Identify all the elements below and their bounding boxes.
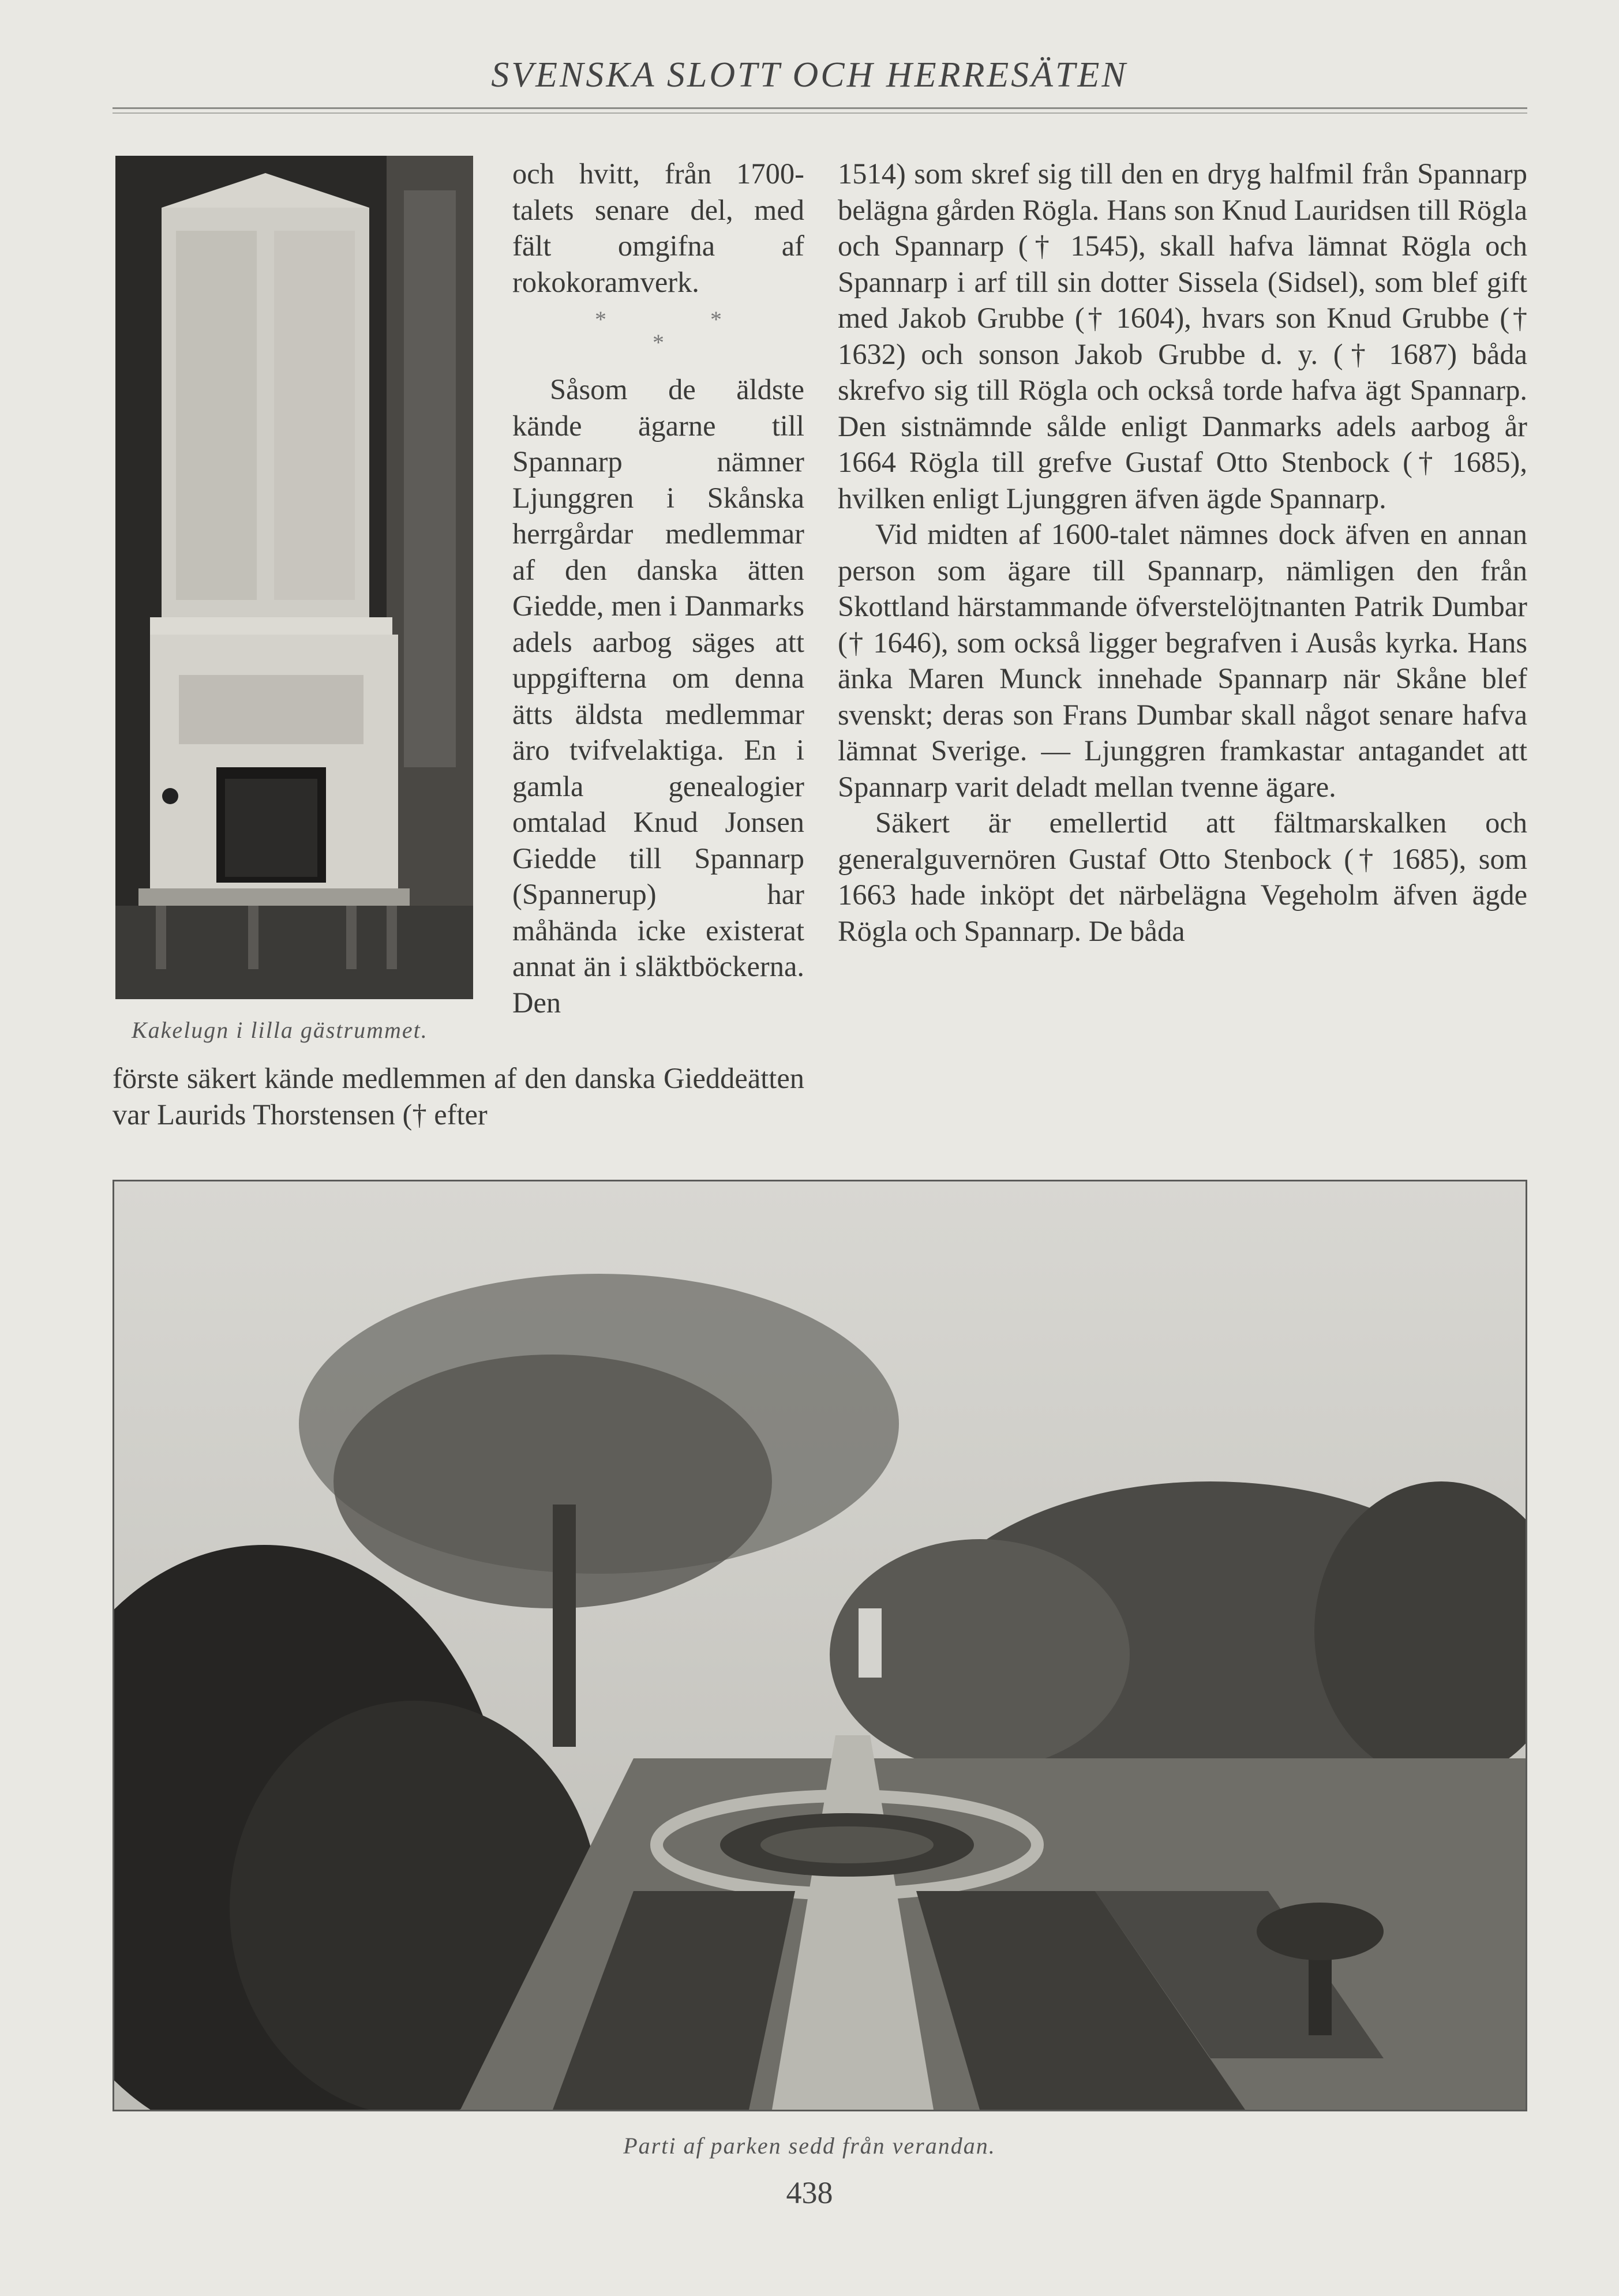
paragraph-dumbar: Vid midten af 1600-talet nämnes dock äfven en annan person som ägare till Spannarp, nämligen den från Skottland härstammande öfverstelöjtnanten Patrik Dumbar († 1646), som också ligger begrafven i Ausås kyrka. Hans änka Maren Munck innehade Spannarp när Skåne blef svenskt; deras son Frans Dumbar skall något senare hafva lämnat Sverige. — Ljunggren framkastar antagandet att Spannarp varit deladt mellan tvenne ägare. (838, 518, 1527, 803)
paragraph-continuation: förste säkert kände medlemmen af den danska Gieddeätten var Laurids Thorstensen († efter (113, 1062, 804, 1131)
park-caption: Parti af parken sedd från verandan. (623, 2133, 996, 2159)
left-full-column (113, 1060, 804, 1132)
park-photo (113, 1180, 1527, 2111)
page-number: 438 (786, 2175, 833, 2210)
paragraph-owners: Såsom de äldste kände ägarne till Spannarp nämner Ljunggren i Skånska herrgårdar medlemmar af den danska ätten Giedde, men i Danmarks adels aarbog säges att uppgifterna om denna ätts äldsta medlemmar äro tvifvelaktiga. En i gamla genealogier omtalad Knud Jonsen Giedde till Spannarp (Spannerup) har måhända icke existerat annat än i släktböckerna. Den (512, 373, 804, 1019)
running-title: SVENSKA SLOTT OCH HERRESÄTEN (491, 55, 1128, 95)
intro-paragraph: och hvitt, från 1700-talets senare del, med fält omgifna af rokokoramverk. (512, 157, 804, 298)
section-separator: * * * (595, 306, 722, 355)
header-rule-thin (113, 112, 1527, 114)
left-narrow-column (512, 156, 804, 1021)
stove-caption: Kakelugn i lilla gästrummet. (132, 1017, 428, 1043)
paragraph-rogla: 1514) som skref sig till den en dryg halfmil från Spannarp belägna gården Rögla. Hans son Knud Lauridsen till Rögla och Spannarp († 1545), skall hafva lämnat Rögla och Spannarp i arf till sin dotter Sissela (Sidsel), som blef gift med Jakob Grubbe († 1604), hvars son Knud Grubbe († 1632) och sonson Jakob Grubbe d. y. († 1687) båda skrefvo sig till Rögla och också torde hafva ägt Spannarp. Den sistnämnde sålde enligt Danmarks adels aarbog år 1664 Rögla till grefve Gustaf Otto Stenbock († 1685), hvilken enligt Ljunggren äfven ägde Spannarp. (838, 157, 1527, 515)
header-rule (113, 107, 1527, 109)
paragraph-stenbock: Säkert är emellertid att fältmarskalken och generalguvernören Gustaf Otto Stenbock († 1685), som 1663 hade inköpt det närbelägna Vegeholm äfven ägde Rögla och Spannarp. De båda (838, 806, 1527, 947)
right-column (838, 156, 1527, 949)
stove-photo (115, 156, 473, 999)
